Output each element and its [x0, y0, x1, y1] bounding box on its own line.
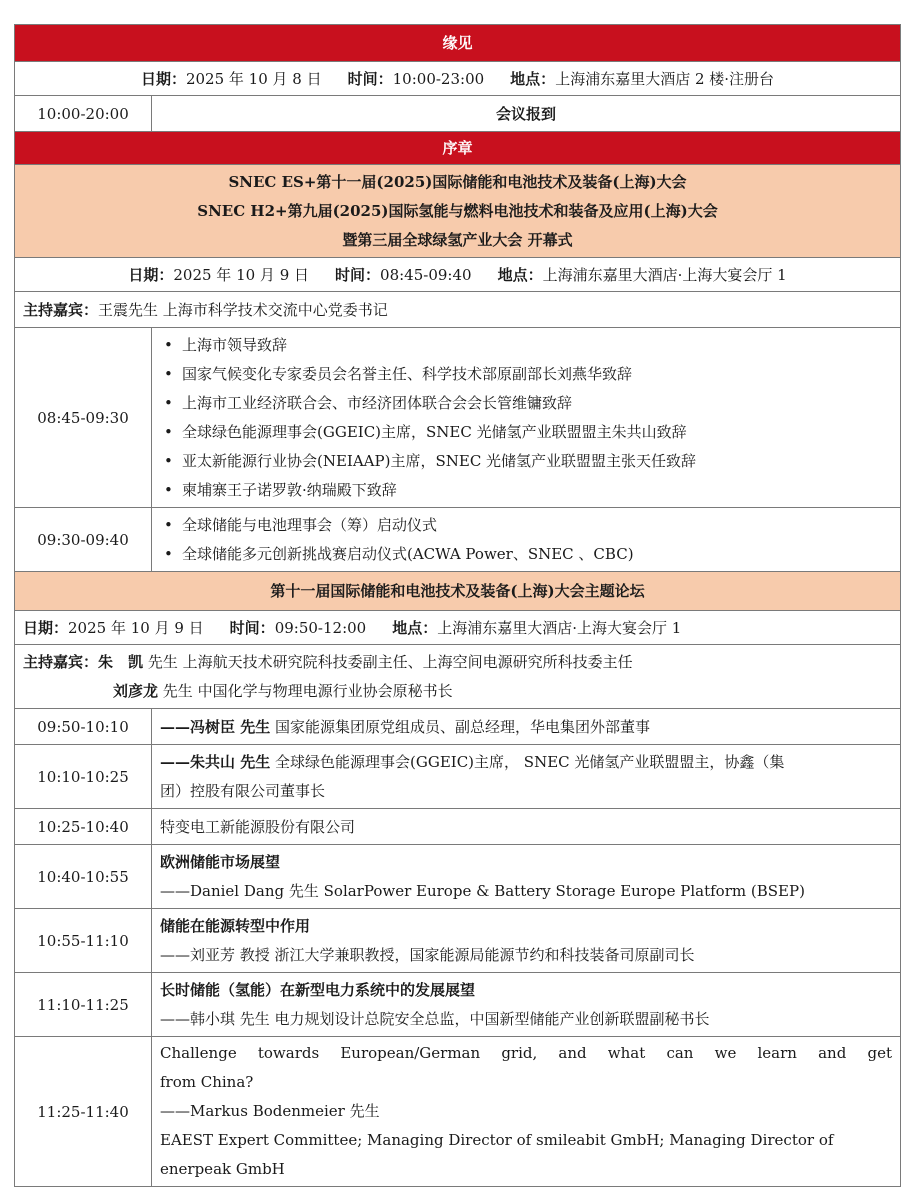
talk-row [15, 909, 901, 973]
talk-topic: 欧洲储能市场展望 [160, 852, 281, 871]
place-value: 上海浦东嘉里大酒店·上海大宴会厅 1 [542, 265, 787, 284]
talk-topic-line-1: Challenge towards European/German grid, and what can we learn and get [160, 1044, 893, 1062]
agenda-table [14, 24, 901, 1187]
talk-line-2: 团）控股有限公司董事长 [160, 781, 326, 800]
talk-time: 10:25-10:40 [15, 809, 152, 845]
bullet-item: • 柬埔寨王子诺罗敦·纳瑞殿下致辞 [160, 476, 892, 505]
talk-speaker: ——刘亚芳 教授 浙江大学兼职教授，国家能源局能源节约和科技装备司原副司长 [160, 945, 695, 964]
prelude-info-row [15, 258, 901, 292]
talk-affil-line-2: enerpeak GmbH [160, 1160, 285, 1178]
registration-row [15, 96, 901, 132]
forum-title: 第十一届国际储能和电池技术及装备(上海)大会主题论坛 [15, 572, 901, 611]
talk-time: 10:55-11:10 [15, 909, 152, 973]
welcome-info [15, 62, 901, 96]
bullet-item: • 全球储能多元创新挑战赛启动仪式(ACWA Power、SNEC 、CBC) [160, 540, 892, 569]
prelude-session-row [15, 328, 901, 508]
bullet-list [160, 331, 892, 505]
time-value: 08:45-09:40 [380, 265, 472, 284]
talk-content [152, 845, 901, 909]
bullet-item: • 全球绿色能源理事会(GGEIC)主席，SNEC 光储氢产业联盟盟主朱共山致辞 [160, 418, 892, 447]
host-label: 主持嘉宾： [23, 300, 99, 319]
welcome-title: 缘见 [15, 25, 901, 62]
prelude-host-row [15, 292, 901, 328]
place-value: 上海浦东嘉里大酒店 2 楼·注册台 [555, 69, 775, 88]
time-label: 时间： [347, 69, 393, 88]
host-value: 王震先生 上海市科学技术交流中心党委书记 [98, 300, 388, 319]
talk-content [152, 709, 901, 745]
talk-time: 10:10-10:25 [15, 745, 152, 809]
bullet-list [160, 511, 892, 569]
session-items [152, 328, 901, 508]
talk-time: 09:50-10:10 [15, 709, 152, 745]
host-label: 主持嘉宾： [23, 652, 99, 671]
banner-line-2: SNEC H2+第九届(2025)国际氢能与燃料电池技术和装备及应用(上海)大会 [197, 201, 718, 220]
talk-topic-line-2: from China? [160, 1073, 254, 1091]
talk-topic: 长时储能（氢能）在新型电力系统中的发展展望 [160, 980, 476, 999]
talk-content [152, 1037, 901, 1187]
talk-topic: 储能在能源转型中作用 [160, 916, 311, 935]
date-label: 日期： [128, 265, 174, 284]
place-value: 上海浦东嘉里大酒店·上海大宴会厅 1 [437, 618, 682, 637]
prelude-banner-row [15, 165, 901, 258]
talk-speaker: ——Daniel Dang 先生 SolarPower Europe & Battery Storage Europe Platform (BSEP) [160, 881, 805, 900]
talk-time: 11:25-11:40 [15, 1037, 152, 1187]
host1-desc: 先生 上海航天技术研究院科技委副主任、上海空间电源研究所科技委主任 [147, 652, 633, 671]
forum-header-row [15, 572, 901, 611]
date-value: 2025 年 10 月 9 日 [68, 618, 204, 637]
banner-line-3: 暨第三届全球绿氢产业大会 开幕式 [342, 230, 573, 249]
bullet-item: • 全球储能与电池理事会（筹）启动仪式 [160, 511, 892, 540]
host-line-1 [23, 648, 892, 677]
welcome-info-row [15, 62, 901, 96]
talk-content [152, 973, 901, 1037]
talk-speaker: ——Markus Bodenmeier 先生 [160, 1102, 380, 1120]
talk-row [15, 1037, 901, 1187]
host-line-2 [23, 677, 892, 706]
speaker-name: ——冯树臣 先生 [160, 717, 271, 736]
bullet-item: • 上海市领导致辞 [160, 331, 892, 360]
host1-name: 朱 凯 [98, 652, 144, 671]
bullet-item: • 亚太新能源行业协会(NEIAAP)主席，SNEC 光储氢产业联盟盟主张天任致辞 [160, 447, 892, 476]
talk-speaker: ——韩小琪 先生 电力规划设计总院安全总监，中国新型储能产业创新联盟副秘书长 [160, 1009, 710, 1028]
bullet-item: • 国家气候变化专家委员会名誉主任、科学技术部原副部长刘燕华致辞 [160, 360, 892, 389]
prelude-title: 序章 [15, 132, 901, 165]
registration-label: 会议报到 [152, 96, 901, 132]
speaker-name: ——朱共山 先生 [160, 752, 271, 771]
time-label: 时间： [335, 265, 381, 284]
prelude-session-row [15, 508, 901, 572]
date-value: 2025 年 10 月 9 日 [173, 265, 310, 284]
time-label: 时间： [229, 618, 275, 637]
forum-info [15, 611, 901, 645]
session-items [152, 508, 901, 572]
talk-row [15, 745, 901, 809]
talk-line-1 [160, 748, 892, 777]
talk-content [152, 745, 901, 809]
forum-host [15, 645, 901, 709]
welcome-header-row [15, 25, 901, 62]
talk-affil-line-1: EAEST Expert Committee; Managing Director of smileabit GmbH; Managing Director of [160, 1131, 834, 1149]
time-value: 10:00-23:00 [392, 69, 485, 88]
session-time: 08:45-09:30 [15, 328, 152, 508]
forum-host-row [15, 645, 901, 709]
date-value: 2025 年 10 月 8 日 [185, 69, 322, 88]
prelude-banner [15, 165, 901, 258]
speaker-desc: 全球绿色能源理事会(GGEIC)主席， SNEC 光储氢产业联盟盟主，协鑫（集 [275, 752, 785, 771]
speaker-desc: 国家能源集团原党组成员、副总经理，华电集团外部董事 [275, 717, 651, 736]
forum-info-row [15, 611, 901, 645]
banner-line-1: SNEC ES+第十一届(2025)国际储能和电池技术及装备(上海)大会 [228, 172, 687, 191]
place-label: 地点： [510, 69, 556, 88]
place-label: 地点： [392, 618, 438, 637]
talk-row [15, 809, 901, 845]
talk-row [15, 709, 901, 745]
talk-content [152, 909, 901, 973]
bullet-item: • 上海市工业经济联合会、市经济团体联合会会长管维镛致辞 [160, 389, 892, 418]
place-label: 地点： [497, 265, 543, 284]
talk-content: 特变电工新能源股份有限公司 [152, 809, 901, 845]
date-label: 日期： [23, 618, 69, 637]
agenda-sheet [14, 24, 900, 1187]
talk-row [15, 845, 901, 909]
talk-time: 10:40-10:55 [15, 845, 152, 909]
session-time: 09:30-09:40 [15, 508, 152, 572]
date-label: 日期： [140, 69, 186, 88]
talk-row [15, 973, 901, 1037]
host2-name: 刘彦龙 [113, 681, 159, 700]
prelude-info [15, 258, 901, 292]
talk-time: 11:10-11:25 [15, 973, 152, 1037]
registration-time: 10:00-20:00 [15, 96, 152, 132]
host2-desc: 先生 中国化学与物理电源行业协会原秘书长 [162, 681, 453, 700]
prelude-host [15, 292, 901, 328]
prelude-header-row [15, 132, 901, 165]
time-value: 09:50-12:00 [274, 618, 367, 637]
